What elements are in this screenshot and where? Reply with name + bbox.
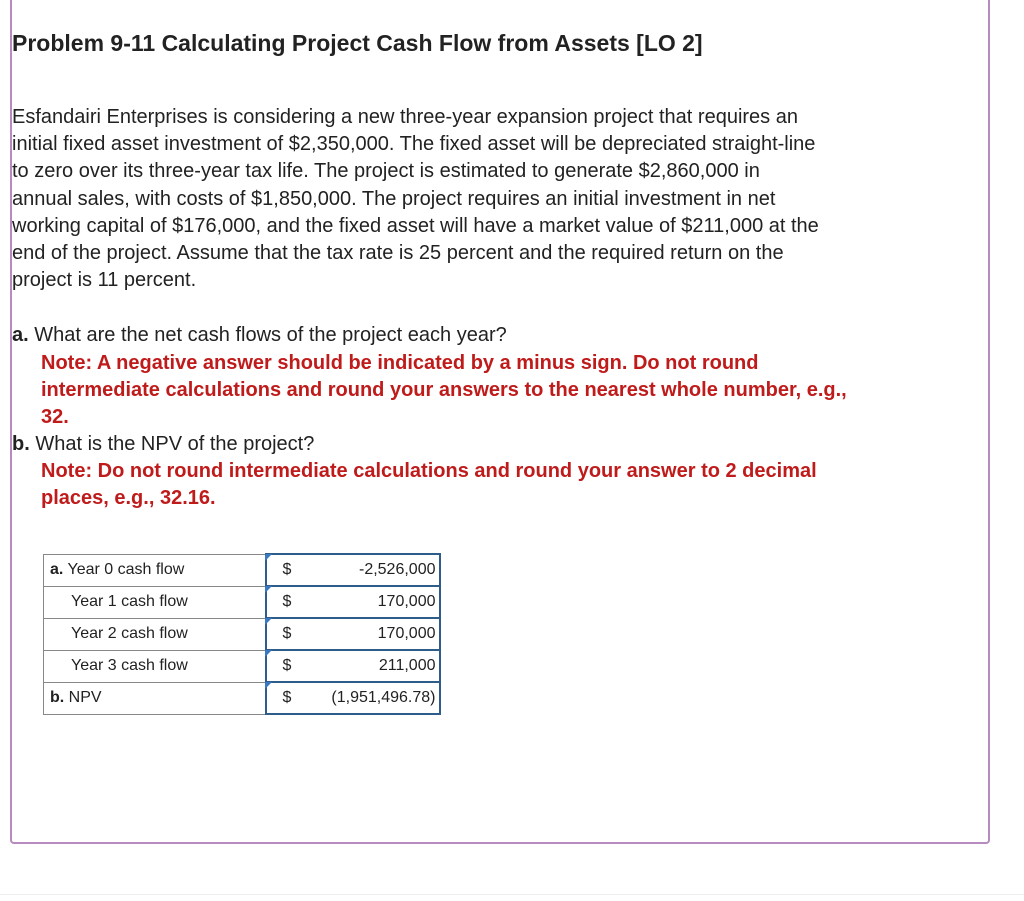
input-flag-icon <box>265 618 272 625</box>
currency-symbol: $ <box>282 561 292 578</box>
footer-divider <box>0 894 1024 895</box>
npv-input[interactable] <box>266 682 440 714</box>
year-3-cash-flow-input[interactable] <box>266 650 440 682</box>
note-line: Note: Do not round intermediate calculations and round your answer to 2 decimal <box>41 460 817 482</box>
question-b <box>12 431 314 458</box>
question-a-label: a. <box>12 324 29 346</box>
problem-statement <box>12 104 988 294</box>
problem-line: initial fixed asset investment of $2,350,000. The fixed asset will be depreciated straight-line <box>12 133 816 156</box>
answer-label: Year 3 cash flow <box>44 650 260 682</box>
input-flag-icon <box>265 650 272 657</box>
problem-line: project is 11 percent. <box>12 269 197 292</box>
currency-symbol: $ <box>282 657 292 674</box>
answer-table <box>43 553 441 715</box>
question-b-text: What is the NPV of the project? <box>29 433 315 455</box>
answer-row-year-2 <box>44 618 440 650</box>
problem-line: end of the project. Assume that the tax rate is 25 percent and the required return on the <box>12 242 784 265</box>
problem-line: annual sales, with costs of $1,850,000. The project requires an initial investment in net <box>12 187 776 210</box>
answer-label: a. Year 0 cash flow <box>44 554 260 586</box>
input-flag-icon <box>265 682 272 689</box>
input-value: 170,000 <box>377 625 436 642</box>
input-value: (1,951,496.78) <box>331 689 436 706</box>
note-line: 32. <box>41 406 69 428</box>
question-b-note <box>41 458 817 512</box>
input-value: 170,000 <box>377 593 436 610</box>
problem-title: Problem 9-11 Calculating Project Cash Flow from Assets [LO 2] <box>12 30 703 56</box>
answer-row-year-1 <box>44 586 440 618</box>
problem-line: to zero over its three-year tax life. The project is estimated to generate $2,860,000 in <box>12 160 760 183</box>
question-a <box>12 322 507 349</box>
answer-row-npv <box>44 682 440 714</box>
note-line: places, e.g., 32.16. <box>41 487 216 509</box>
answer-row-year-3 <box>44 650 440 682</box>
input-value: 211,000 <box>378 657 436 674</box>
question-b-label: b. <box>12 433 30 455</box>
year-2-cash-flow-input[interactable] <box>266 618 440 650</box>
note-line: Note: A negative answer should be indicated by a minus sign. Do not round <box>41 352 759 374</box>
answer-row-year-0 <box>44 554 440 586</box>
answer-label: Year 2 cash flow <box>44 618 260 650</box>
currency-symbol: $ <box>282 593 292 610</box>
note-line: intermediate calculations and round your answers to the nearest whole number, e.g., <box>41 379 847 401</box>
year-0-cash-flow-input[interactable] <box>266 554 440 586</box>
input-flag-icon <box>265 554 272 561</box>
answer-label: Year 1 cash flow <box>44 586 260 618</box>
input-flag-icon <box>265 586 272 593</box>
currency-symbol: $ <box>282 689 292 706</box>
input-value: -2,526,000 <box>358 561 436 578</box>
year-1-cash-flow-input[interactable] <box>266 586 440 618</box>
question-a-note <box>41 350 847 431</box>
currency-symbol: $ <box>282 625 292 642</box>
problem-line: working capital of $176,000, and the fixed asset will have a market value of $211,000 at the <box>12 214 819 237</box>
problem-line: Esfandairi Enterprises is considering a new three-year expansion project that requires an <box>12 106 798 128</box>
answer-label: b. NPV <box>44 682 260 714</box>
question-a-text: What are the net cash flows of the project each year? <box>28 324 507 346</box>
